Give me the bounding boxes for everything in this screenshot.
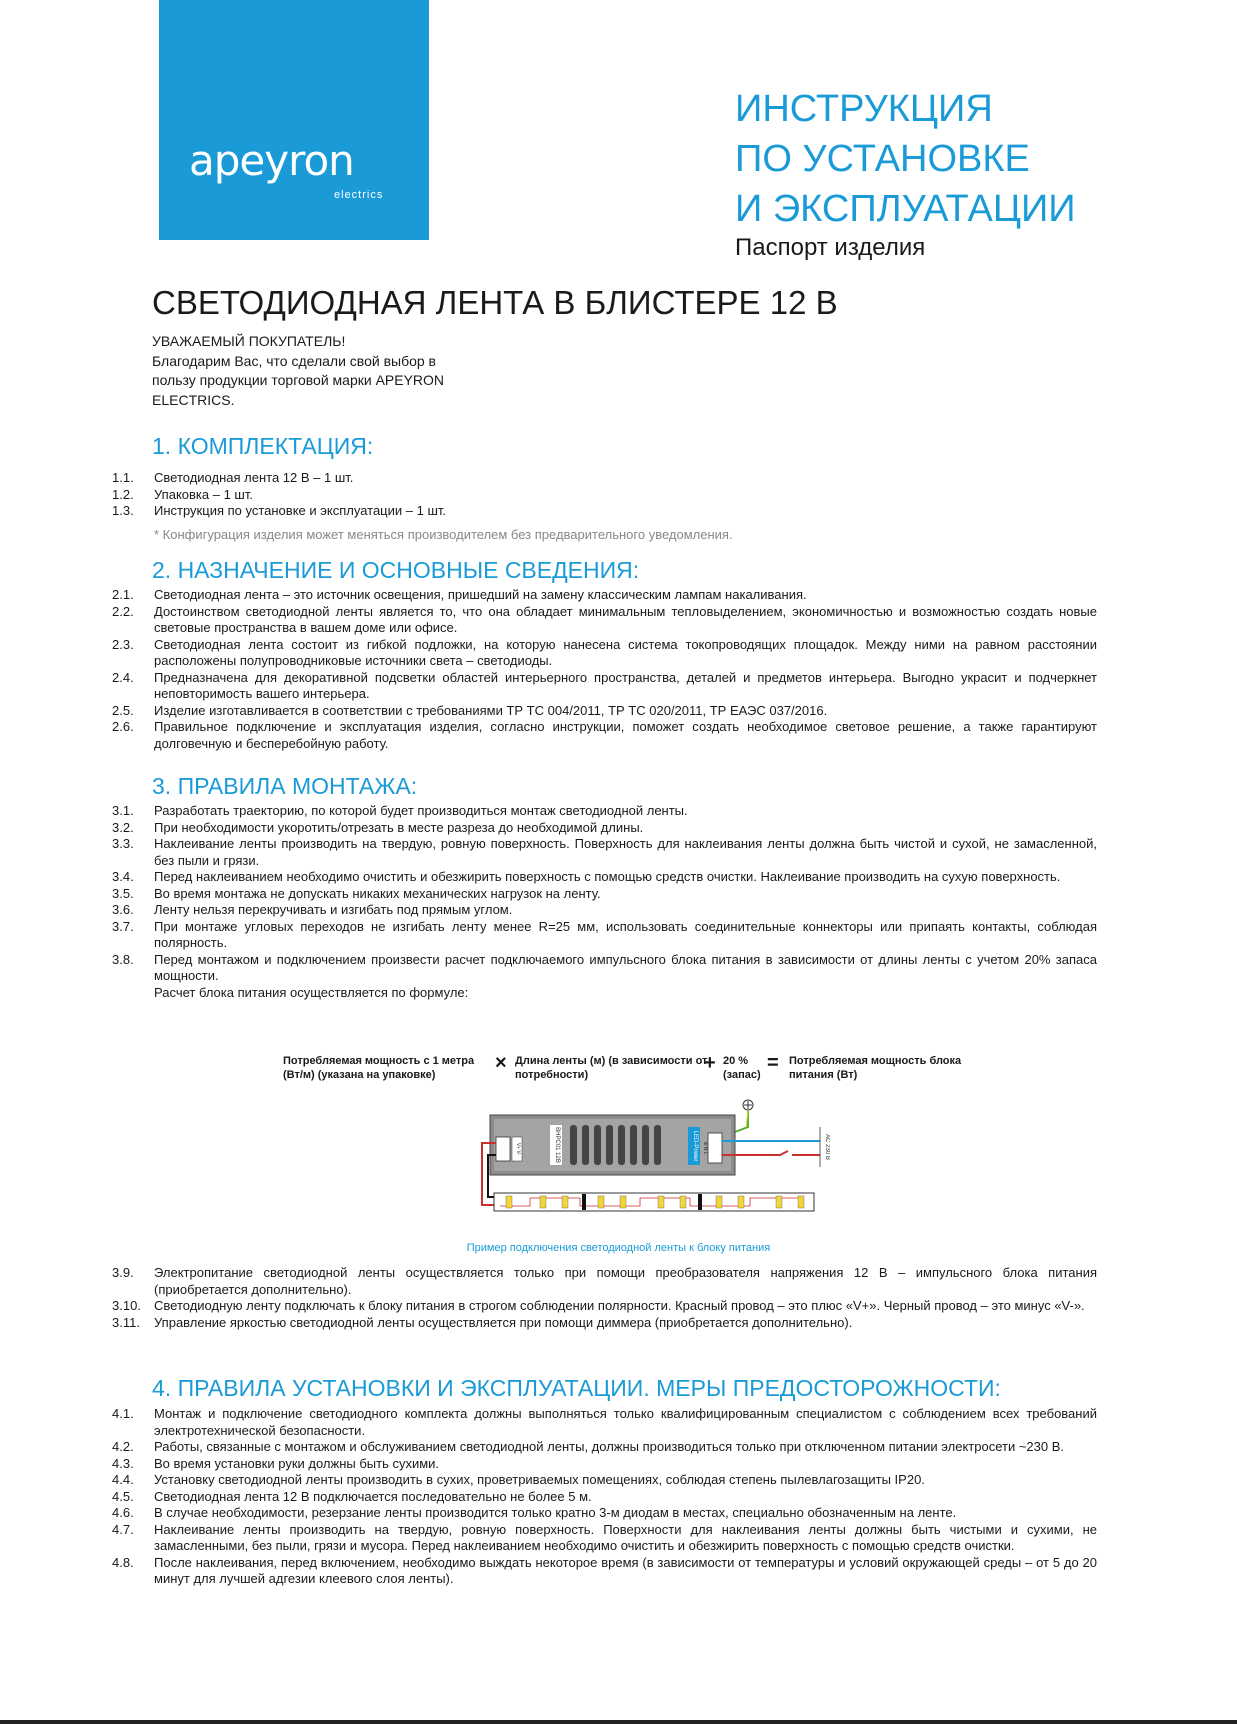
product-title: СВЕТОДИОДНАЯ ЛЕНТА В БЛИСТЕРЕ 12 В <box>152 284 838 321</box>
item-number: 4.1. <box>112 1406 134 1421</box>
item-text: Наклеивание ленты производить на твердую, ровную поверхность. Поверхности для наклеивания ленты должны быть чистыми и сухими, не замасленными, без пыли, грязи и мусора. Перед наклеиванием необходимо очистить и обезжирить поверхность с помощью средств очистки. <box>154 1521 1097 1553</box>
ground-icon <box>743 1100 753 1110</box>
dc-terminal-label: V+ V- <box>515 1142 521 1156</box>
list-item <box>112 503 1097 520</box>
document-subtitle: Паспорт изделия <box>735 234 926 261</box>
item-number: 3.11. <box>112 1314 140 1330</box>
item-number: 4.6. <box>112 1505 134 1520</box>
brand-sub: electrics <box>334 189 384 201</box>
item-text: Правильное подключение и эксплуатация изделия, согласно инструкции, поможет создать необходимое световое решение, а также гарантируют долговечную и бесперебойную работу. <box>154 719 1097 751</box>
list-item <box>112 836 1097 869</box>
section-4-list <box>112 1406 1097 1588</box>
greeting-line-2: Благодарим Вас, что сделали свой выбор в пользу продукции торговой марки APEYRON ELECTRICS. <box>152 352 445 408</box>
item-text: Электропитание светодиодной ленты осуществляется только при помощи преобразователя напряжения 12 В – импульсного блока питания (приобретается дополнительно). <box>154 1265 1097 1297</box>
title-line-2: ПО УСТАНОВКЕ <box>735 138 1030 180</box>
model-label: BHPC01 12В <box>554 1127 560 1163</box>
item-number: 2.1. <box>112 587 134 602</box>
item-number: 3.6. <box>112 902 134 917</box>
item-text: Перед монтажом и подключением произвести расчет подключаемого импульсного блока питания в зависимости от длины ленты с учетом 20% запаса мощности. <box>154 951 1097 983</box>
diagram-caption: Пример подключения светодиодной ленты к блоку питания <box>466 1242 771 1254</box>
list-item <box>112 1298 1097 1315</box>
list-item <box>112 1555 1097 1588</box>
item-number: 2.4. <box>112 669 134 685</box>
item-number: 1.2. <box>112 486 134 502</box>
item-number: 4.4. <box>112 1472 134 1487</box>
item-number: 3.2. <box>112 819 134 835</box>
item-number: 4.3. <box>112 1455 134 1471</box>
brand-name: apeyron <box>189 136 354 185</box>
title-line-1: ИНСТРУКЦИЯ <box>735 88 993 130</box>
item-text: Предназначена для декоративной подсветки областей интерьерного пространства, деталей и предметов интерьера. Выгодно украсит и подчеркнет неповторимость вашего интерьера. <box>154 669 1097 701</box>
item-number: 2.2. <box>112 603 134 619</box>
item-number: 4.2. <box>112 1439 134 1454</box>
item-text: После наклеивания, перед включением, необходимо выждать некоторое время (в зависимости от температуры и условий окружающей среды – от 5 до 20 минут для лучшей адгезии клеевого слоя ленты). <box>154 1554 1097 1586</box>
section-3-title: 3. ПРАВИЛА МОНТАЖА: <box>152 773 418 799</box>
item-text: Расчет блока питания осуществляется по формуле: <box>154 984 469 1000</box>
item-text: Светодиодная лента состоит из гибкой подложки, на которую нанесена система токопроводящих площадок. Между ними на равном расстоянии расположены полупроводниковые источники света – светодиоды. <box>154 636 1097 668</box>
item-text: При монтаже угловых переходов не изгибать ленту менее R=25 мм, использовать соединительные коннекторы или припаять контакты, соблюдая полярность. <box>154 918 1097 950</box>
configuration-note: * Конфигурация изделия может меняться производителем без предварительного уведомления. <box>154 527 733 542</box>
item-number: 4.5. <box>112 1488 134 1504</box>
item-text: Управление яркостью светодиодной ленты осуществляется при помощи диммера (приобретается дополнительно). <box>154 1314 853 1330</box>
list-item <box>112 1265 1097 1298</box>
item-text: Работы, связанные с монтажом и обслуживанием светодиодной ленты, должны производиться только при отключенном питании электросети ~230 В. <box>154 1439 1064 1454</box>
formula-term-reserve: 20 % (запас) <box>723 1055 761 1081</box>
item-text: Упаковка – 1 шт. <box>154 486 253 502</box>
list-item <box>112 470 1097 487</box>
item-text: Во время монтажа не допускать никаких механических нагрузок на ленту. <box>154 885 601 901</box>
item-text: В случае необходимости, резерзание ленты производится только кратно 3-м диодам в местах, специально обозначенным на ленте. <box>154 1505 957 1520</box>
item-text: Разработать траекторию, по которой будет производиться монтаж светодиодной ленты. <box>154 803 688 818</box>
list-item <box>112 670 1097 703</box>
formula-equals: = <box>767 1052 779 1074</box>
item-number: 1.1. <box>112 470 134 485</box>
item-text: Во время установки руки должны быть сухими. <box>154 1455 440 1471</box>
item-number: 3.9. <box>112 1265 134 1280</box>
item-number: 2.5. <box>112 702 134 718</box>
item-text: Светодиодная лента 12 В – 1 шт. <box>154 470 354 485</box>
list-item <box>112 1439 1097 1456</box>
document-title <box>735 84 1215 234</box>
item-number: 3.8. <box>112 951 134 967</box>
item-text: Изделие изготавливается в соответствии с требованиями ТР ТС 004/2011, ТР ТС 020/2011, ТР ЕАЭС 037/2016. <box>154 702 828 718</box>
formula-multiply: × <box>495 1052 507 1074</box>
list-item <box>112 1315 1097 1332</box>
title-line-3: И ЭКСПЛУАТАЦИИ <box>735 188 1076 230</box>
ac-terminal <box>708 1133 722 1163</box>
list-item <box>112 637 1097 670</box>
item-number: 3.7. <box>112 918 134 934</box>
item-text: Ленту нельзя перекручивать и изгибать под прямым углом. <box>154 902 513 917</box>
dc-terminal <box>496 1137 510 1161</box>
list-item <box>112 1522 1097 1555</box>
list-item <box>112 703 1097 720</box>
list-item <box>112 886 1097 903</box>
section-2-title: 2. НАЗНАЧЕНИЕ И ОСНОВНЫЕ СВЕДЕНИЯ: <box>152 557 640 583</box>
item-text: Светодиодная лента – это источник освещения, пришедший на замену классическим лампам накаливания. <box>154 587 807 602</box>
item-text: При необходимости укоротить/отрезать в месте разреза до необходимой длины. <box>154 819 644 835</box>
section-2-list <box>112 587 1097 752</box>
list-item <box>112 985 1097 1002</box>
power-formula <box>283 1054 983 1094</box>
item-text: Достоинством светодиодной ленты является то, что она обладает минимальным тепловыделением, экономичностью и возможностью создать новые световые пространства в вашем доме или офисе. <box>154 603 1097 635</box>
item-text: Инструкция по установке и эксплуатации – 1 шт. <box>154 503 446 518</box>
list-item <box>112 803 1097 820</box>
item-number: 3.10. <box>112 1298 141 1313</box>
formula-term-length: Длина ленты (м) (в зависимости от потребности) <box>515 1055 708 1081</box>
item-number: 3.1. <box>112 803 134 818</box>
section-1-list <box>112 470 1097 520</box>
section-3-list-continued <box>112 1265 1097 1331</box>
section-4-title: 4. ПРАВИЛА УСТАНОВКИ И ЭКСПЛУАТАЦИИ. МЕРЫ ПРЕДОСТОРОЖНОСТИ: <box>152 1375 1001 1401</box>
list-item <box>112 1505 1097 1522</box>
item-number: 3.5. <box>112 885 134 901</box>
list-item <box>112 919 1097 952</box>
item-number: 3.4. <box>112 869 134 884</box>
item-text: Установку светодиодной ленты производить в сухих, проветриваемых помещениях, соблюдая степень пылевлагозащиты IP20. <box>154 1472 925 1487</box>
item-number: 1.3. <box>112 503 134 518</box>
formula-result: Потребляемая мощность блока питания (Вт) <box>789 1055 962 1081</box>
item-text: Перед наклеиванием необходимо очистить и обезжирить поверхность с помощью средств очистки. Наклеивание производить на сухую поверхность. <box>154 869 1061 884</box>
list-item <box>112 1489 1097 1506</box>
list-item <box>112 1456 1097 1473</box>
item-text: Наклеивание ленты производить на твердую, ровную поверхность. Поверхность для наклеивания ленты должна быть чистой и сухой, не замасленной, без пыли и грязи. <box>154 836 1097 868</box>
section-3-list <box>112 803 1097 1001</box>
formula-plus: + <box>704 1052 716 1074</box>
list-item <box>112 719 1097 752</box>
brand-label: LED-Power <box>692 1130 698 1162</box>
list-item <box>112 487 1097 504</box>
ac-voltage-label: AC 230 В <box>824 1134 830 1160</box>
list-item <box>112 820 1097 837</box>
line-wire-with-switch <box>722 1151 820 1155</box>
item-number: 2.6. <box>112 719 134 734</box>
item-number: 4.7. <box>112 1521 134 1537</box>
list-item <box>112 869 1097 886</box>
item-number: 4.8. <box>112 1554 134 1570</box>
wiring-diagram <box>470 1097 830 1232</box>
greeting-line-1: УВАЖАЕМЫЙ ПОКУПАТЕЛЬ! <box>152 333 346 349</box>
list-item <box>112 587 1097 604</box>
item-number: 3.3. <box>112 836 134 851</box>
ac-terminal-label: ⊕ N L <box>702 1141 708 1155</box>
list-item <box>112 1472 1097 1489</box>
section-1-title: 1. КОМПЛЕКТАЦИЯ: <box>152 433 374 459</box>
list-item <box>112 952 1097 985</box>
item-text: Светодиодную ленту подключать к блоку питания в строгом соблюдении полярности. Красный провод – это плюс «V+». Черный провод – это минус «V-». <box>154 1298 1085 1313</box>
greeting <box>152 332 452 410</box>
list-item <box>112 902 1097 919</box>
page-bottom-rule <box>0 1720 1237 1724</box>
item-number: 2.3. <box>112 636 134 652</box>
brand-logo-block <box>159 0 429 240</box>
item-text: Монтаж и подключение светодиодного комплекта должны выполняться только квалифицированным специалистом с соблюдением всех требований электротехнической безопасности. <box>154 1406 1097 1438</box>
list-item <box>112 1406 1097 1439</box>
list-item <box>112 604 1097 637</box>
formula-term-power: Потребляемая мощность с 1 метра (Вт/м) (указана на упаковке) <box>283 1055 475 1081</box>
item-text: Светодиодная лента 12 В подключается последовательно не более 5 м. <box>154 1488 592 1504</box>
